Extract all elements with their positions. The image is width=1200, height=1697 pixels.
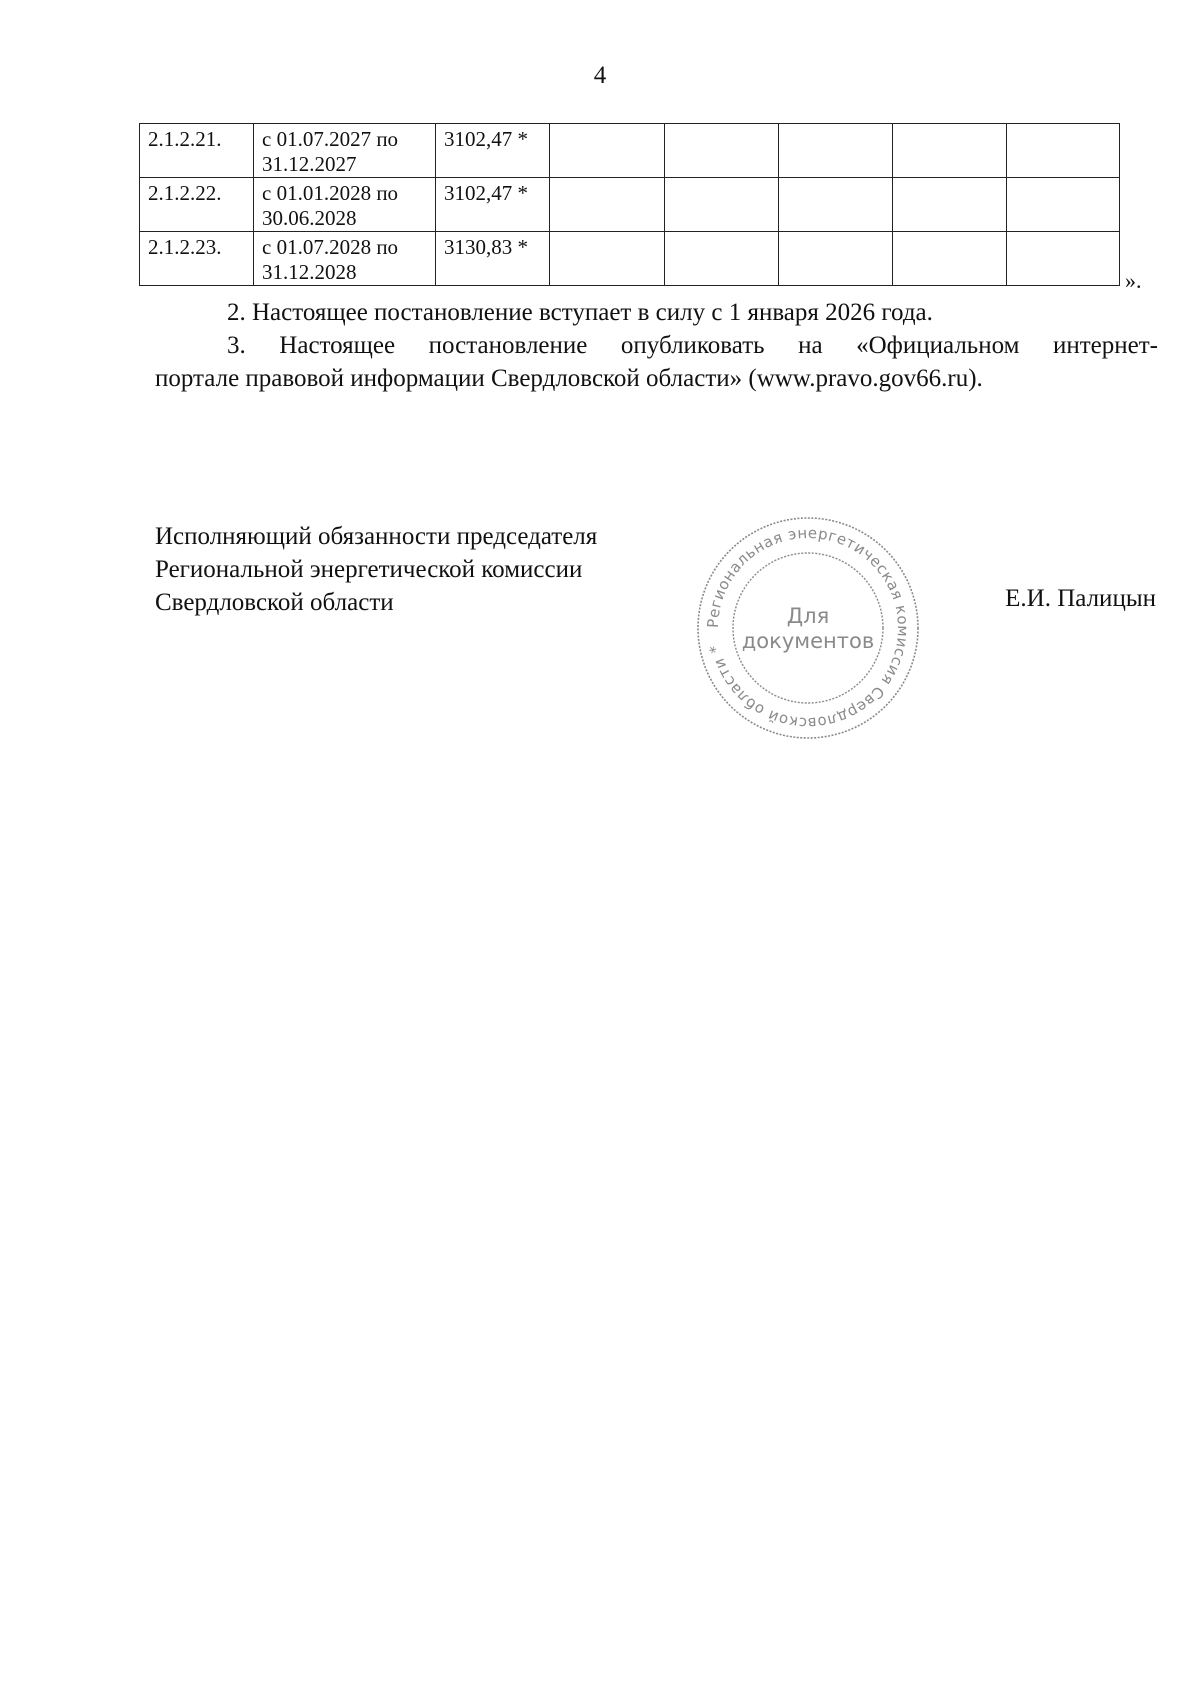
value-cell: 3130,83 * — [436, 232, 550, 286]
seal-ring-text: Региональная энергетическая комиссия Свердловской области * — [703, 523, 913, 733]
empty-cell — [550, 124, 665, 178]
empty-cell — [665, 178, 779, 232]
empty-cell — [893, 178, 1007, 232]
period-cell: с 01.07.2027 по 31.12.2027 — [254, 124, 436, 178]
signer-name: Е.И. Палицын — [1005, 585, 1156, 612]
seal-inner-ring — [733, 553, 883, 703]
seal-center-line2: документов — [741, 629, 875, 653]
empty-cell — [893, 124, 1007, 178]
empty-cell — [665, 124, 779, 178]
row-number-cell: 2.1.2.23. — [140, 232, 254, 286]
empty-cell — [779, 124, 893, 178]
row-number-cell: 2.1.2.22. — [140, 178, 254, 232]
empty-cell — [893, 232, 1007, 286]
paragraph-effective-date: 2. Настоящее постановление вступает в силу с 1 января 2026 года. — [227, 299, 933, 326]
table-row — [140, 178, 1120, 232]
empty-cell — [1007, 232, 1120, 286]
paragraph-publication-line1: 3. Настоящее постановление опубликовать на «Официальном интернет- — [227, 332, 1158, 359]
table-row — [140, 232, 1120, 286]
row-number-cell: 2.1.2.21. — [140, 124, 254, 178]
seal-center-line1: Для — [786, 604, 830, 628]
empty-cell — [1007, 124, 1120, 178]
period-cell: с 01.07.2028 по 31.12.2028 — [254, 232, 436, 286]
value-cell: 3102,47 * — [436, 124, 550, 178]
empty-cell — [779, 178, 893, 232]
signer-title — [155, 520, 597, 619]
tariff-table — [139, 123, 1120, 286]
empty-cell — [665, 232, 779, 286]
paragraph-publication-line2: портале правовой информации Свердловской области» (www.pravo.gov66.ru). — [155, 365, 983, 392]
seal-outer-ring — [698, 518, 918, 738]
signer-title-line1: Исполняющий обязанности председателя — [155, 523, 598, 550]
page-number: 4 — [593, 62, 607, 89]
empty-cell — [550, 178, 665, 232]
signer-title-line3: Свердловской области — [155, 589, 394, 616]
empty-cell — [550, 232, 665, 286]
paragraph-publication — [155, 329, 1158, 395]
closing-quote: ». — [1125, 268, 1142, 293]
empty-cell — [779, 232, 893, 286]
empty-cell — [1007, 178, 1120, 232]
value-cell: 3102,47 * — [436, 178, 550, 232]
signer-title-line2: Региональной энергетической комиссии — [155, 556, 583, 583]
period-cell: с 01.01.2028 по 30.06.2028 — [254, 178, 436, 232]
official-seal — [695, 515, 921, 741]
table-row — [140, 124, 1120, 178]
